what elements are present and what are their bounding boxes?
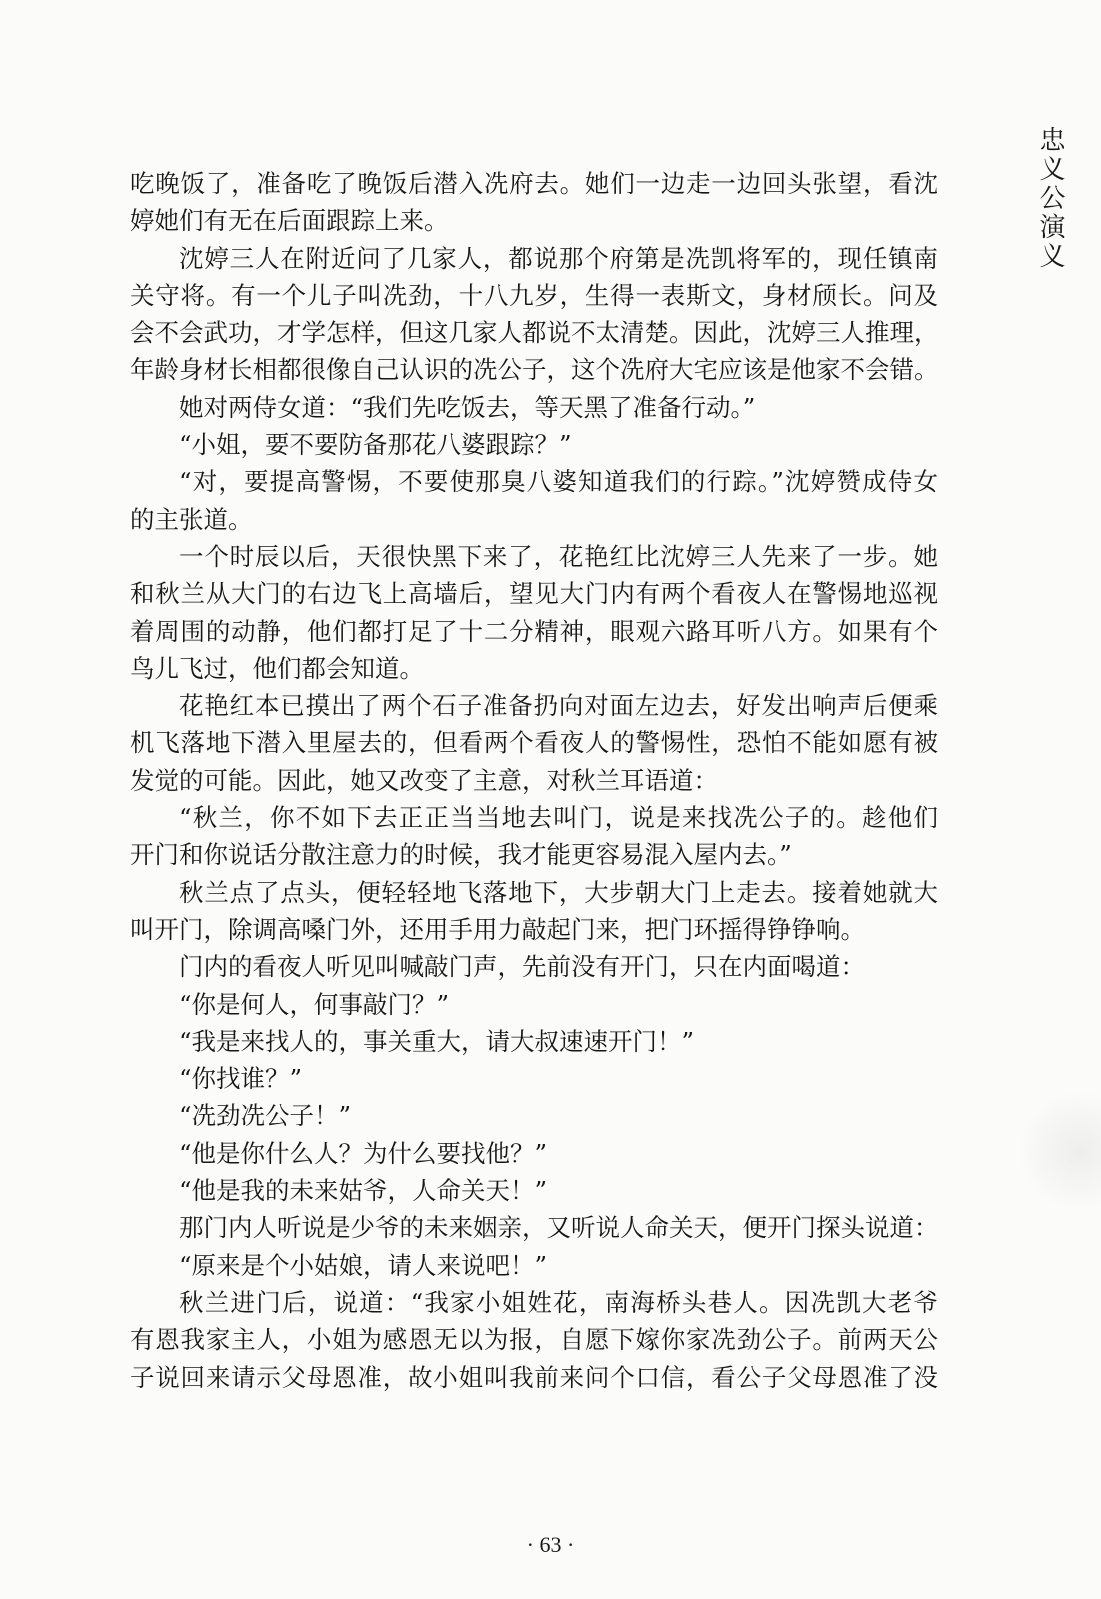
text-line: 秋兰点了点头，便轻轻地飞落地下，大步朝大门上走去。接着她就大: [179, 877, 938, 907]
text-line: 一个时辰以后，天很快黑下来了，花艳红比沈婷三人先来了一步。她: [179, 541, 938, 571]
text-line: 秋兰进门后，说道：“我家小姐姓花，南海桥头巷人。因冼凯大老爷: [179, 1287, 938, 1317]
text-line: “冼劲冼公子！”: [179, 1101, 352, 1131]
text-line: 她对两侍女道：“我们先吃饭去，等天黑了准备行动。”: [179, 392, 756, 422]
text-line: 有恩我家主人，小姐为感恩无以为报，自愿下嫁你家冼劲公子。前两天公: [130, 1325, 938, 1355]
text-line: 那门内人听说是少爷的未来姻亲，又听说人命关天，便开门探头说道：: [179, 1213, 938, 1243]
text-line: 年龄身材长相都很像自己认识的冼公子，这个冼府大宅应该是他家不会错。: [130, 355, 938, 385]
text-line: “他是我的未来姑爷，人命关天！”: [179, 1176, 548, 1206]
text-line: “原来是个小姑娘，请人来说吧！”: [179, 1250, 548, 1280]
text-line: 的主张道。: [130, 504, 253, 534]
text-line: 会不会武功，才学怎样，但这几家人都说不太清楚。因此，沈婷三人推理，: [130, 318, 938, 348]
text-line: 花艳红本已摸出了两个石子准备扔向对面左边去，好发出响声后便乘: [179, 691, 938, 721]
running-title: 忠义公演义: [1035, 126, 1065, 271]
page-number: · 63 ·: [526, 1532, 575, 1557]
text-line: 吃晚饭了，准备吃了晚饭后潜入冼府去。她们一边走一边回头张望，看沈: [130, 169, 938, 198]
text-line: 和秋兰从大门的右边飞上高墙后，望见大门内有两个看夜人在警惕地巡视: [130, 579, 938, 609]
text-line: “秋兰，你不如下去正正当当地去叫门，说是来找冼公子的。趁他们: [179, 803, 938, 833]
text-line: 开门和你说话分散注意力的时候，我才能更容易混入屋内去。”: [130, 840, 792, 870]
body-text: [130, 165, 938, 1396]
text-line: 鸟儿飞过，他们都会知道。: [130, 653, 424, 683]
text-line: “我是来找人的，事关重大，请大叔速速开门！”: [179, 1026, 695, 1056]
text-line: “他是你什么人？为什么要找他？”: [179, 1138, 548, 1168]
text-line: “你找谁？”: [179, 1064, 303, 1094]
text-line: 门内的看夜人听见叫喊敲门声，先前没有开门，只在内面喝道：: [179, 952, 865, 982]
text-line: 着周围的动静，他们都打足了十二分精神，眼观六路耳听八方。如果有个: [130, 616, 938, 646]
text-line: 发觉的可能。因此，她又改变了主意，对秋兰耳语道：: [130, 765, 718, 795]
text-line: “你是何人，何事敲门？”: [179, 989, 450, 1019]
text-line: 机飞落地下潜入里屋去的，但看两个看夜人的警惕性，恐怕不能如愿有被: [130, 728, 938, 758]
text-line: 叫开门，除调高嗓门外，还用手用力敲起门来，把门环摇得铮铮响。: [130, 914, 865, 944]
text-line: “小姐，要不要防备那花八婆跟踪？”: [179, 430, 572, 460]
text-line: 关守将。有一个儿子叫冼劲，十八九岁，生得一表斯文，身材颀长。问及: [130, 280, 938, 310]
text-line: 子说回来请示父母恩准，故小姐叫我前来问个口信，看公子父母恩准了没: [130, 1362, 938, 1392]
text-line: 沈婷三人在附近问了几家人，都说那个府第是冼凯将军的，现任镇南: [179, 243, 938, 273]
text-line: “对，要提高警惕，不要使那臭八婆知道我们的行踪。”沈婷赞成侍女: [179, 467, 938, 497]
text-line: 婷她们有无在后面跟踪上来。: [130, 206, 449, 236]
